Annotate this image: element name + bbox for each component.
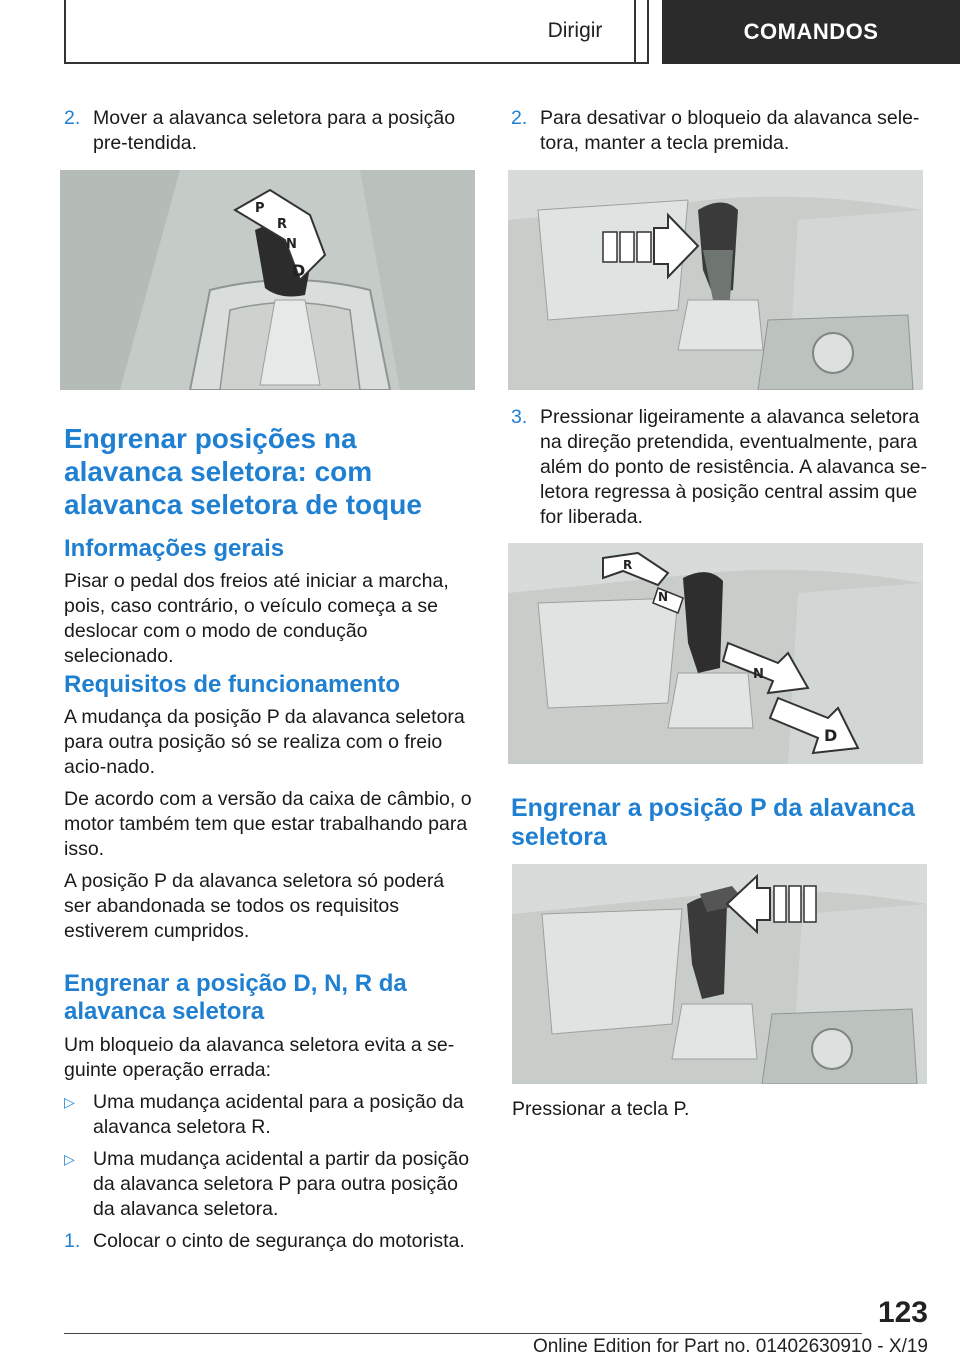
heading-info: Informações gerais: [64, 535, 285, 562]
heading-requirements: Requisitos de funcionamento: [64, 671, 401, 698]
heading-p-position: Engrenar a posição P da alavanca seletora: [511, 794, 915, 851]
figure-p-button: [512, 864, 927, 1084]
paragraph-req-3: A posição P da alavanca seletora só poderá ser abandonada se todos os requisitos estiverem cumpridos.: [64, 870, 445, 942]
lever-unlock-illustration: [508, 170, 923, 390]
label-d: D: [292, 261, 306, 280]
figure-lever-unlock: [508, 170, 923, 390]
label-p: P: [255, 201, 265, 216]
step-2-left: [64, 106, 476, 156]
paragraph-dnr: Um bloqueio da alavanca seletora evita a se‐guinte operação errada:: [64, 1034, 455, 1081]
step-number: 2.: [64, 107, 81, 129]
step-text: Pressionar ligeiramente a alavanca seletora na direção pretendida, eventualmente, para além do ponto de resistência. A alavanca se‐letora regressa à posição central assim que for liberada.: [540, 406, 927, 528]
step-text: Colocar o cinto de segurança do motorista.: [93, 1230, 465, 1252]
step-3: [511, 405, 928, 530]
lever-prnd-illustration: [60, 170, 475, 390]
paragraph-req-2: De acordo com a versão da caixa de câmbio, o motor também tem que estar trabalhando para isso.: [64, 788, 472, 860]
figure-lever-prnd: [60, 170, 475, 390]
heading-dnr: Engrenar a posição D, N, R da alavanca seletora: [64, 970, 407, 1025]
paragraph-req-1: A mudança da posição P da alavanca seletora para outra posição só se realiza com o freio acio‐nado.: [64, 706, 465, 778]
step-number: 3.: [511, 406, 528, 428]
page-header: [64, 0, 960, 66]
step-1: [64, 1229, 476, 1254]
label-r: R: [623, 558, 633, 572]
label-n-lower: N: [753, 667, 764, 682]
bullet-text: Uma mudança acidental para a posição da alavanca seletora R.: [93, 1091, 464, 1138]
bullet-item: [64, 1147, 476, 1222]
p-button-illustration: [512, 864, 927, 1084]
chapter-tab: COMANDOS: [662, 0, 960, 64]
heading-main: Engrenar posições na alavanca seletora: com alavanca seletora de toque: [64, 423, 422, 520]
bullet-item: [64, 1090, 476, 1140]
triangle-bullet-icon: ▷: [64, 1094, 75, 1110]
label-d: D: [824, 726, 838, 745]
step-number: 1.: [64, 1230, 81, 1252]
lever-rnd-illustration: [508, 543, 923, 764]
edition-note: Online Edition for Part no. 01402630910 - X/19: [532, 1336, 928, 1357]
step-number: 2.: [511, 107, 528, 129]
step-text: Para desativar o bloqueio da alavanca sele‐tora, manter a tecla premida.: [540, 107, 920, 154]
figure-lever-rnd: [508, 543, 923, 764]
caption-press-p: Pressionar a tecla P.: [512, 1098, 690, 1120]
section-label: Dirigir: [516, 0, 636, 64]
label-n-upper: N: [658, 590, 669, 604]
label-r: R: [277, 217, 288, 232]
step-2-right: [511, 106, 928, 156]
footer-divider: [64, 1333, 862, 1334]
triangle-bullet-icon: ▷: [64, 1151, 75, 1167]
bullet-text: Uma mudança acidental a partir da posição da alavanca seletora P para outra posição da alavanca seletora.: [93, 1148, 470, 1220]
page-number: 123: [877, 1296, 928, 1329]
paragraph-info: Pisar o pedal dos freios até iniciar a marcha, pois, caso contrário, o veículo começa a se deslocar com o modo de condução selecionado.: [64, 570, 449, 667]
label-n: N: [286, 237, 297, 252]
step-text: Mover a alavanca seletora para a posição pre‐tendida.: [93, 107, 456, 154]
